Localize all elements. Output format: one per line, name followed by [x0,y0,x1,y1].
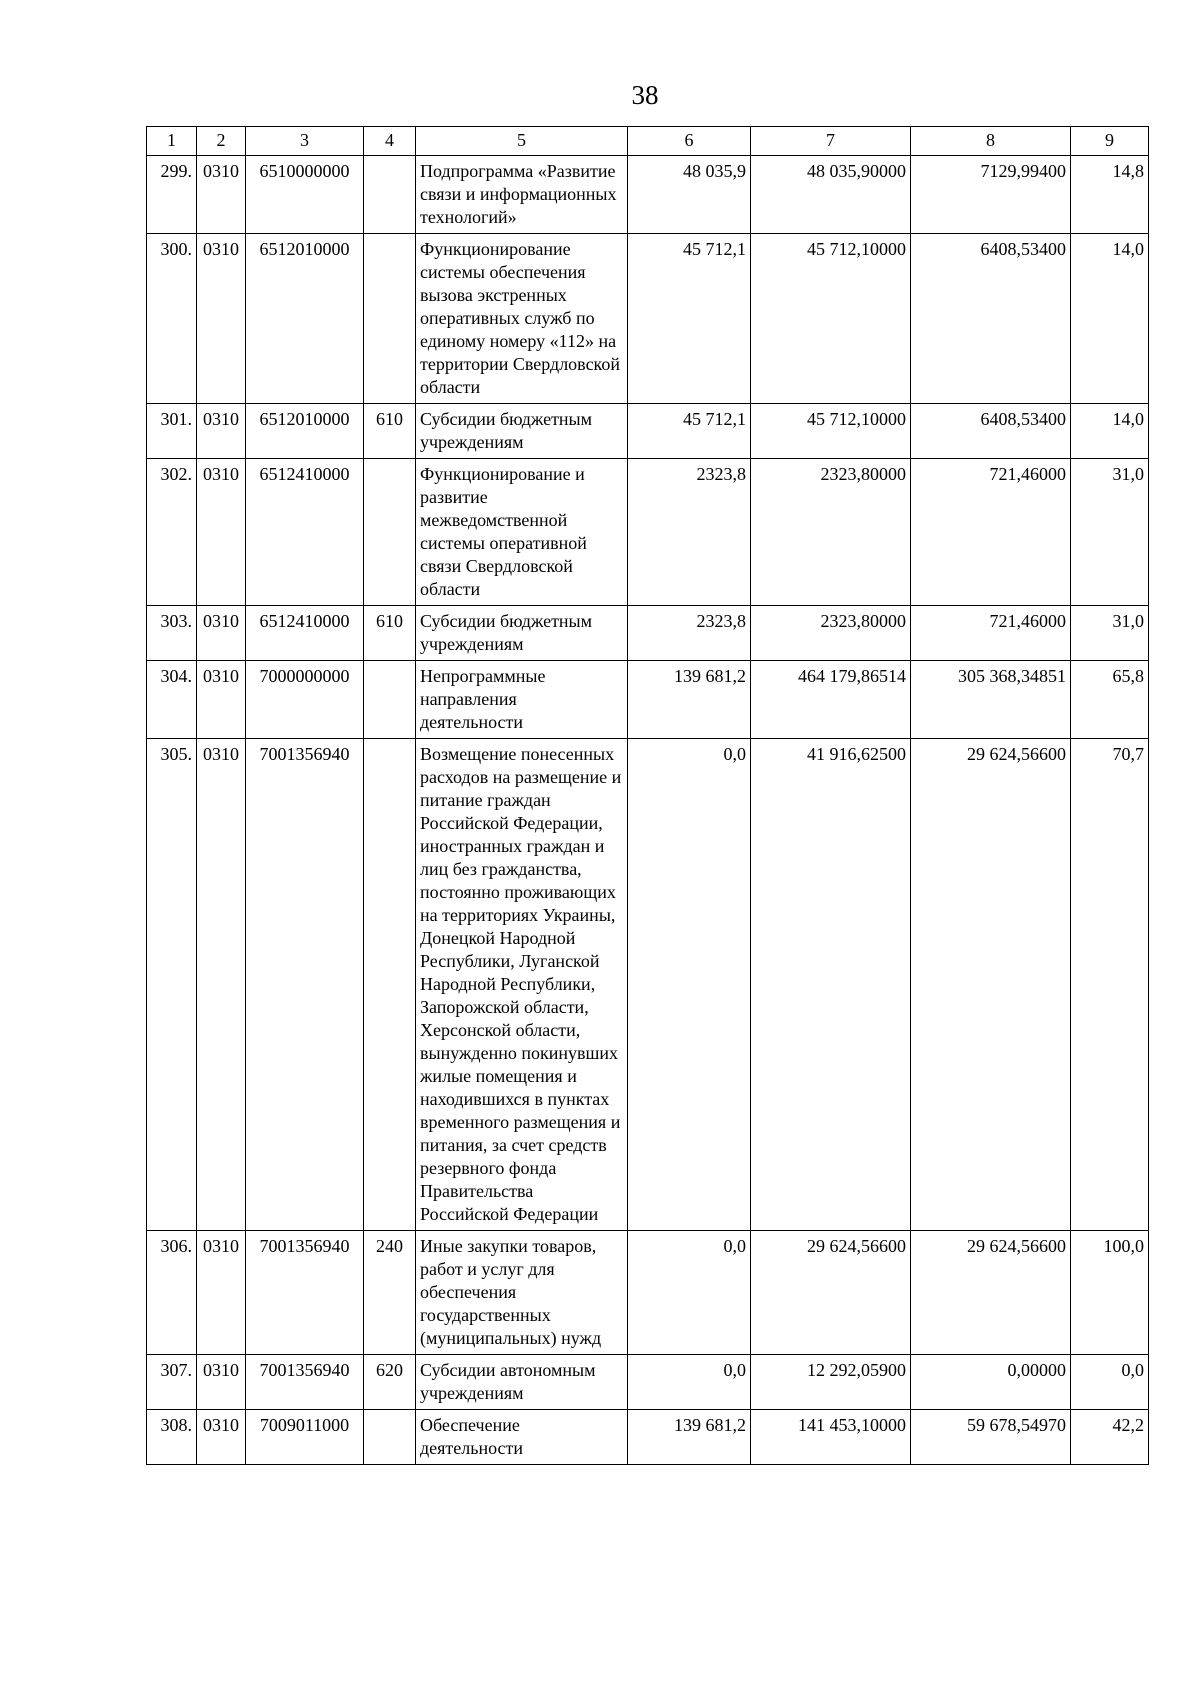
expense-type [364,459,416,606]
header-cell-9: 9 [1071,127,1149,156]
expense-type [364,234,416,404]
item-name: Непрограммные направления деятельности [416,661,628,739]
refined-amount: 48 035,90000 [751,156,911,234]
header-cell-3: 3 [246,127,364,156]
approved-amount: 45 712,1 [628,234,751,404]
header-row [147,127,1149,156]
executed-amount: 59 678,54970 [911,1410,1071,1465]
table-row [147,661,1149,739]
executed-amount: 6408,53400 [911,234,1071,404]
refined-amount: 41 916,62500 [751,739,911,1231]
header-cell-7: 7 [751,127,911,156]
item-name: Субсидии автономным учреждениям [416,1355,628,1410]
executed-amount: 29 624,56600 [911,1231,1071,1355]
section-code: 0310 [197,459,246,606]
refined-amount: 45 712,10000 [751,234,911,404]
refined-amount: 12 292,05900 [751,1355,911,1410]
expense-type: 610 [364,404,416,459]
execution-percent: 14,8 [1071,156,1149,234]
table-row [147,1355,1149,1410]
table-row [147,404,1149,459]
approved-amount: 2323,8 [628,459,751,606]
table-row [147,459,1149,606]
row-number: 308. [147,1410,197,1465]
executed-amount: 29 624,56600 [911,739,1071,1231]
header-cell-5: 5 [416,127,628,156]
expense-type: 240 [364,1231,416,1355]
approved-amount: 0,0 [628,1355,751,1410]
header-cell-1: 1 [147,127,197,156]
refined-amount: 2323,80000 [751,606,911,661]
item-name: Субсидии бюджетным учреждениям [416,606,628,661]
execution-percent: 14,0 [1071,404,1149,459]
execution-percent: 42,2 [1071,1410,1149,1465]
row-number: 300. [147,234,197,404]
section-code: 0310 [197,606,246,661]
execution-percent: 31,0 [1071,459,1149,606]
table-row [147,739,1149,1231]
approved-amount: 0,0 [628,1231,751,1355]
target-code: 6512410000 [246,459,364,606]
approved-amount: 2323,8 [628,606,751,661]
approved-amount: 139 681,2 [628,661,751,739]
target-code: 7001356940 [246,739,364,1231]
header-cell-4: 4 [364,127,416,156]
target-code: 6512010000 [246,234,364,404]
section-code: 0310 [197,739,246,1231]
section-code: 0310 [197,234,246,404]
execution-percent: 70,7 [1071,739,1149,1231]
expense-type: 620 [364,1355,416,1410]
row-number: 299. [147,156,197,234]
target-code: 7000000000 [246,661,364,739]
section-code: 0310 [197,661,246,739]
item-name: Функционирование и развитие межведомственной системы оперативной связи Свердловской области [416,459,628,606]
approved-amount: 139 681,2 [628,1410,751,1465]
table-row [147,234,1149,404]
target-code: 7001356940 [246,1355,364,1410]
refined-amount: 464 179,86514 [751,661,911,739]
page-number: 38 [631,80,659,110]
executed-amount: 305 368,34851 [911,661,1071,739]
target-code: 7001356940 [246,1231,364,1355]
header-cell-2: 2 [197,127,246,156]
expense-type [364,1410,416,1465]
section-code: 0310 [197,1231,246,1355]
executed-amount: 721,46000 [911,606,1071,661]
executed-amount: 7129,99400 [911,156,1071,234]
row-number: 305. [147,739,197,1231]
row-number: 303. [147,606,197,661]
approved-amount: 45 712,1 [628,404,751,459]
item-name: Возмещение понесенных расходов на размещение и питание граждан Российской Федерации, иностранных граждан и лиц без гражданства, постоянно проживающих на территориях Украины, Донецкой Народной Республики, Луганской Народной Республики, Запорожской области, Херсонской области, вынужденно покинувших жилые помещения и находившихся в пунктах временного размещения и питания, за счет средств резервного фонда Правительства Российской Федерации [416,739,628,1231]
row-number: 306. [147,1231,197,1355]
item-name: Функционирование системы обеспечения вызова экстренных оперативных служб по единому номеру «112» на территории Свердловской области [416,234,628,404]
expense-type [364,156,416,234]
item-name: Иные закупки товаров, работ и услуг для обеспечения государственных (муниципальных) нужд [416,1231,628,1355]
execution-percent: 100,0 [1071,1231,1149,1355]
approved-amount: 48 035,9 [628,156,751,234]
item-name: Обеспечение деятельности [416,1410,628,1465]
executed-amount: 6408,53400 [911,404,1071,459]
budget-table [146,126,1149,1465]
target-code: 6512010000 [246,404,364,459]
executed-amount: 721,46000 [911,459,1071,606]
row-number: 301. [147,404,197,459]
expense-type: 610 [364,606,416,661]
section-code: 0310 [197,1410,246,1465]
row-number: 307. [147,1355,197,1410]
target-code: 6512410000 [246,606,364,661]
target-code: 7009011000 [246,1410,364,1465]
table-row [147,1410,1149,1465]
refined-amount: 141 453,10000 [751,1410,911,1465]
expense-type [364,739,416,1231]
expense-type [364,661,416,739]
row-number: 304. [147,661,197,739]
item-name: Подпрограмма «Развитие связи и информационных технологий» [416,156,628,234]
execution-percent: 31,0 [1071,606,1149,661]
table-row [147,606,1149,661]
execution-percent: 0,0 [1071,1355,1149,1410]
refined-amount: 2323,80000 [751,459,911,606]
target-code: 6510000000 [246,156,364,234]
executed-amount: 0,00000 [911,1355,1071,1410]
row-number: 302. [147,459,197,606]
execution-percent: 65,8 [1071,661,1149,739]
section-code: 0310 [197,156,246,234]
table-row [147,1231,1149,1355]
header-cell-8: 8 [911,127,1071,156]
header-cell-6: 6 [628,127,751,156]
approved-amount: 0,0 [628,739,751,1231]
refined-amount: 29 624,56600 [751,1231,911,1355]
execution-percent: 14,0 [1071,234,1149,404]
refined-amount: 45 712,10000 [751,404,911,459]
table-row [147,156,1149,234]
section-code: 0310 [197,1355,246,1410]
section-code: 0310 [197,404,246,459]
item-name: Субсидии бюджетным учреждениям [416,404,628,459]
